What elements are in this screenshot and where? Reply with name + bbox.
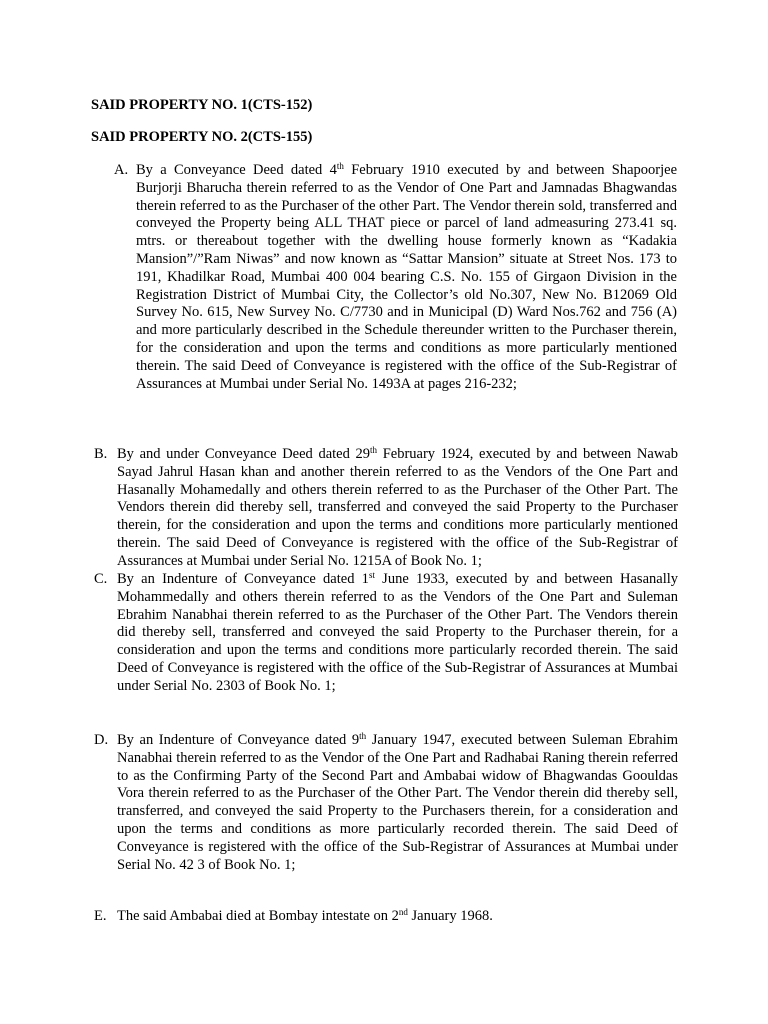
text-before-superscript: By an Indenture of Conveyance dated 1 <box>117 571 369 587</box>
list-item-text <box>117 446 678 571</box>
text-before-superscript: By and under Conveyance Deed dated 29 <box>117 446 371 462</box>
list-marker: D. <box>94 732 109 748</box>
list-item-text <box>117 908 678 926</box>
text-before-superscript: The said Ambabai died at Bombay intestate on 2 <box>117 908 399 924</box>
list-marker: A. <box>114 162 129 178</box>
list-item-text <box>117 571 678 696</box>
list-item-text <box>136 162 677 393</box>
list-marker: C. <box>94 571 108 587</box>
property-2-heading: SAID PROPERTY NO. 2(CTS-155) <box>91 129 313 145</box>
text-after-superscript: January 1968. <box>407 908 493 924</box>
text-before-superscript: By a Conveyance Deed dated 4 <box>136 162 337 178</box>
text-after-superscript: January 1947, executed between Suleman Ebrahim Nanabhai therein referred to as the Vendor of the One Part and Radhabai Raning therein referred to as the Confirming Party of the Second Part and Ambabai widow of Bhagwandas Goouldas Vora therein referred to as the Purchaser of the Other Part. The Vendor therein did thereby sell, transferred, and conveyed the said Property to the Purchasers therein, for a consideration and upon the terms and conditions as more particularly recorded therein. The said Deed of Conveyance is registered with the office of the Sub-Registrar of Assurances at Mumbai under Serial No. 42 3 of Book No. 1; <box>117 732 679 873</box>
list-item-text <box>117 732 678 874</box>
ordinal-superscript: th <box>336 161 344 171</box>
text-after-superscript: June 1933, executed by and between Hasanally Mohammedally and others therein referred to as the Vendors of the One Part and Suleman Ebrahim Nanabhai therein referred to as the Purchaser of the Other Part. The Vendors therein did thereby sell, transferred and conveyed the said Property to the Purchaser therein, for a consideration and upon the terms and conditions more particularly recorded therein. The said Deed of Conveyance is registered with the office of the Sub-Registrar of Assurances at Mumbai under Serial No. 2303 of Book No. 1; <box>117 571 678 694</box>
list-marker: B. <box>94 446 108 462</box>
ordinal-superscript: th <box>359 731 367 741</box>
text-after-superscript: February 1924, executed by and between Nawab Sayad Jahrul Hasan khan and another therein referred to as the Vendors of the One Part and Hasanally Mohamedally and others therein referred to as the Purchaser of the Other Part. The Vendors therein did thereby sell, transferred and conveyed the said Property to the Purchaser therein, for the consideration and upon the terms and conditions more particularly mentioned therein. The said Deed of Conveyance is registered with the office of the Sub-Registrar of Assurances at Mumbai under Serial No. 1215A of Book No. 1; <box>117 446 678 569</box>
ordinal-superscript: nd <box>398 907 408 917</box>
list-marker: E. <box>94 908 107 924</box>
text-before-superscript: By an Indenture of Conveyance dated 9 <box>117 732 360 748</box>
text-after-superscript: February 1910 executed by and between Shapoorjee Burjorji Bharucha therein referred to as the Vendor of One Part and Jamnadas Bhagwandas therein referred to as the Purchaser of the other Part. The Vendor therein sold, transferred and conveyed the Property being ALL THAT piece or parcel of land admeasuring 273.41 sq. mtrs. or thereabout together with the dwelling house formerly known as “Kadakia Mansion”/”Ram Niwas” and now known as “Sattar Mansion” situate at Street Nos. 173 to 191, Khadilkar Road, Mumbai 400 004 bearing C.S. No. 155 of Girgaon Division in the Registration District of Mumbai City, the Collector’s old No.307, New No. B12069 Old Survey No. 615, New Survey No. C/7730 and in Municipal (D) Ward Nos.762 and 756 (A) and more particularly described in the Schedule thereunder written to the Purchaser therein, for the consideration and upon the terms and conditions as more particularly mentioned therein. The said Deed of Conveyance is registered with the office of the Sub-Registrar of Assurances at Mumbai under Serial No. 1493A at pages 216-232; <box>136 162 678 392</box>
ordinal-superscript: th <box>370 445 378 455</box>
property-1-heading: SAID PROPERTY NO. 1(CTS-152) <box>91 97 313 113</box>
ordinal-superscript: st <box>368 570 375 580</box>
